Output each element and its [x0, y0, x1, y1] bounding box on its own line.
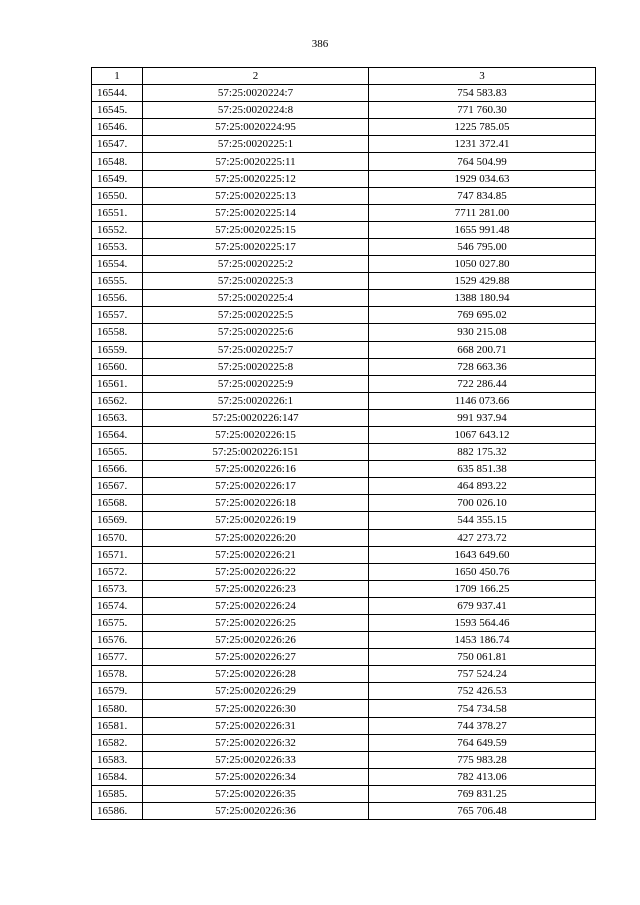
cadastral-number: 57:25:0020226:26: [143, 632, 369, 649]
row-number: 16564.: [92, 426, 143, 443]
cadastral-number: 57:25:0020225:4: [143, 290, 369, 307]
cadastral-value: 635 851.38: [369, 461, 596, 478]
row-number: 16559.: [92, 341, 143, 358]
cadastral-value: 1225 785.05: [369, 119, 596, 136]
cadastral-number: 57:25:0020225:11: [143, 153, 369, 170]
row-number: 16584.: [92, 768, 143, 785]
table-row: [92, 666, 596, 683]
row-number: 16545.: [92, 102, 143, 119]
cadastral-number: 57:25:0020226:1: [143, 392, 369, 409]
cadastral-value: 668 200.71: [369, 341, 596, 358]
cadastral-number: 57:25:0020225:5: [143, 307, 369, 324]
table-row: [92, 478, 596, 495]
cadastral-number: 57:25:0020226:16: [143, 461, 369, 478]
cadastral-value: 764 649.59: [369, 734, 596, 751]
table-row: [92, 85, 596, 102]
row-number: 16557.: [92, 307, 143, 324]
table-row: [92, 751, 596, 768]
cadastral-value: 464 893.22: [369, 478, 596, 495]
table-row: [92, 221, 596, 238]
cadastral-number: 57:25:0020224:95: [143, 119, 369, 136]
cadastral-number: 57:25:0020225:3: [143, 273, 369, 290]
table-row: [92, 546, 596, 563]
cadastral-value: 728 663.36: [369, 358, 596, 375]
row-number: 16550.: [92, 187, 143, 204]
table-row: [92, 683, 596, 700]
row-number: 16549.: [92, 170, 143, 187]
row-number: 16548.: [92, 153, 143, 170]
table-row: [92, 512, 596, 529]
cadastral-number: 57:25:0020226:18: [143, 495, 369, 512]
cadastral-number: 57:25:0020226:32: [143, 734, 369, 751]
cadastral-value: 1929 034.63: [369, 170, 596, 187]
table-row: [92, 444, 596, 461]
cadastral-value: 722 286.44: [369, 375, 596, 392]
cadastral-value: 764 504.99: [369, 153, 596, 170]
cadastral-number: 57:25:0020225:1: [143, 136, 369, 153]
cadastral-value: 769 695.02: [369, 307, 596, 324]
table-row: [92, 734, 596, 751]
cadastral-value: 991 937.94: [369, 409, 596, 426]
cadastral-value: 752 426.53: [369, 683, 596, 700]
table-row: [92, 136, 596, 153]
cadastral-value: 1593 564.46: [369, 615, 596, 632]
cadastral-number: 57:25:0020226:20: [143, 529, 369, 546]
table-row: [92, 803, 596, 820]
cadastral-number: 57:25:0020226:21: [143, 546, 369, 563]
row-number: 16582.: [92, 734, 143, 751]
table-row: [92, 785, 596, 802]
row-number: 16551.: [92, 204, 143, 221]
row-number: 16552.: [92, 221, 143, 238]
table-row: [92, 597, 596, 614]
cadastral-value: 1655 991.48: [369, 221, 596, 238]
table-row: [92, 358, 596, 375]
cadastral-number: 57:25:0020226:147: [143, 409, 369, 426]
row-number: 16560.: [92, 358, 143, 375]
cadastral-value: 750 061.81: [369, 649, 596, 666]
table-header-row: [92, 68, 596, 85]
cadastral-number: 57:25:0020226:151: [143, 444, 369, 461]
table-row: [92, 426, 596, 443]
row-number: 16585.: [92, 785, 143, 802]
row-number: 16574.: [92, 597, 143, 614]
row-number: 16566.: [92, 461, 143, 478]
cadastral-value: 1709 166.25: [369, 580, 596, 597]
cadastral-value: 1643 649.60: [369, 546, 596, 563]
table-row: [92, 273, 596, 290]
cadastral-value: 775 983.28: [369, 751, 596, 768]
cadastral-number: 57:25:0020226:30: [143, 700, 369, 717]
row-number: 16578.: [92, 666, 143, 683]
cadastral-number: 57:25:0020225:15: [143, 221, 369, 238]
table-row: [92, 119, 596, 136]
table-row: [92, 341, 596, 358]
table-row: [92, 153, 596, 170]
row-number: 16562.: [92, 392, 143, 409]
cadastral-value: 882 175.32: [369, 444, 596, 461]
cadastral-value: 744 378.27: [369, 717, 596, 734]
row-number: 16563.: [92, 409, 143, 426]
table-row: [92, 563, 596, 580]
cadastral-value: 769 831.25: [369, 785, 596, 802]
cadastral-number: 57:25:0020226:19: [143, 512, 369, 529]
cadastral-number: 57:25:0020225:7: [143, 341, 369, 358]
cadastral-value: 782 413.06: [369, 768, 596, 785]
cadastral-number: 57:25:0020226:15: [143, 426, 369, 443]
table-row: [92, 461, 596, 478]
table-body: [92, 85, 596, 820]
row-number: 16553.: [92, 238, 143, 255]
cadastral-table: [91, 67, 596, 820]
row-number: 16586.: [92, 803, 143, 820]
table-row: [92, 700, 596, 717]
cadastral-number: 57:25:0020226:25: [143, 615, 369, 632]
cadastral-value: 757 524.24: [369, 666, 596, 683]
table-row: [92, 632, 596, 649]
cadastral-number: 57:25:0020226:22: [143, 563, 369, 580]
row-number: 16565.: [92, 444, 143, 461]
table-row: [92, 495, 596, 512]
cadastral-number: 57:25:0020225:14: [143, 204, 369, 221]
cadastral-number: 57:25:0020225:6: [143, 324, 369, 341]
table-row: [92, 307, 596, 324]
cadastral-value: 1650 450.76: [369, 563, 596, 580]
cadastral-value: 771 760.30: [369, 102, 596, 119]
row-number: 16570.: [92, 529, 143, 546]
cadastral-number: 57:25:0020224:8: [143, 102, 369, 119]
table-row: [92, 256, 596, 273]
table-row: [92, 649, 596, 666]
cadastral-number: 57:25:0020226:36: [143, 803, 369, 820]
table-row: [92, 238, 596, 255]
table-row: [92, 187, 596, 204]
cadastral-value: 1453 186.74: [369, 632, 596, 649]
row-number: 16583.: [92, 751, 143, 768]
cadastral-value: 765 706.48: [369, 803, 596, 820]
row-number: 16558.: [92, 324, 143, 341]
row-number: 16571.: [92, 546, 143, 563]
row-number: 16569.: [92, 512, 143, 529]
cadastral-value: 679 937.41: [369, 597, 596, 614]
table-row: [92, 768, 596, 785]
row-number: 16568.: [92, 495, 143, 512]
cadastral-value: 546 795.00: [369, 238, 596, 255]
table-row: [92, 102, 596, 119]
cadastral-value: 754 583.83: [369, 85, 596, 102]
row-number: 16546.: [92, 119, 143, 136]
cadastral-value: 930 215.08: [369, 324, 596, 341]
cadastral-number: 57:25:0020225:9: [143, 375, 369, 392]
cadastral-value: 700 026.10: [369, 495, 596, 512]
column-header-3: 3: [369, 68, 596, 85]
cadastral-number: 57:25:0020225:2: [143, 256, 369, 273]
cadastral-number: 57:25:0020226:29: [143, 683, 369, 700]
column-header-1: 1: [92, 68, 143, 85]
table-row: [92, 375, 596, 392]
table-row: [92, 529, 596, 546]
cadastral-value: 1146 073.66: [369, 392, 596, 409]
cadastral-value: 1231 372.41: [369, 136, 596, 153]
cadastral-value: 544 355.15: [369, 512, 596, 529]
cadastral-number: 57:25:0020225:17: [143, 238, 369, 255]
row-number: 16556.: [92, 290, 143, 307]
row-number: 16554.: [92, 256, 143, 273]
column-header-2: 2: [143, 68, 369, 85]
cadastral-number: 57:25:0020225:8: [143, 358, 369, 375]
cadastral-number: 57:25:0020226:17: [143, 478, 369, 495]
cadastral-number: 57:25:0020226:28: [143, 666, 369, 683]
cadastral-number: 57:25:0020226:34: [143, 768, 369, 785]
cadastral-number: 57:25:0020226:23: [143, 580, 369, 597]
cadastral-number: 57:25:0020226:24: [143, 597, 369, 614]
table-row: [92, 290, 596, 307]
row-number: 16547.: [92, 136, 143, 153]
table-row: [92, 324, 596, 341]
cadastral-number: 57:25:0020225:12: [143, 170, 369, 187]
cadastral-number: 57:25:0020226:33: [143, 751, 369, 768]
cadastral-number: 57:25:0020226:31: [143, 717, 369, 734]
row-number: 16577.: [92, 649, 143, 666]
row-number: 16580.: [92, 700, 143, 717]
row-number: 16573.: [92, 580, 143, 597]
row-number: 16576.: [92, 632, 143, 649]
row-number: 16544.: [92, 85, 143, 102]
cadastral-value: 1388 180.94: [369, 290, 596, 307]
cadastral-number: 57:25:0020226:35: [143, 785, 369, 802]
table-row: [92, 409, 596, 426]
cadastral-number: 57:25:0020226:27: [143, 649, 369, 666]
row-number: 16575.: [92, 615, 143, 632]
cadastral-number: 57:25:0020225:13: [143, 187, 369, 204]
table-row: [92, 717, 596, 734]
table-row: [92, 392, 596, 409]
cadastral-value: 1067 643.12: [369, 426, 596, 443]
table-row: [92, 615, 596, 632]
row-number: 16572.: [92, 563, 143, 580]
cadastral-value: 1050 027.80: [369, 256, 596, 273]
table-row: [92, 580, 596, 597]
row-number: 16579.: [92, 683, 143, 700]
cadastral-value: 754 734.58: [369, 700, 596, 717]
row-number: 16567.: [92, 478, 143, 495]
table-row: [92, 170, 596, 187]
table-row: [92, 204, 596, 221]
row-number: 16561.: [92, 375, 143, 392]
cadastral-value: 1529 429.88: [369, 273, 596, 290]
cadastral-value: 7711 281.00: [369, 204, 596, 221]
cadastral-value: 427 273.72: [369, 529, 596, 546]
row-number: 16555.: [92, 273, 143, 290]
cadastral-number: 57:25:0020224:7: [143, 85, 369, 102]
page-number: 386: [311, 38, 329, 50]
cadastral-value: 747 834.85: [369, 187, 596, 204]
row-number: 16581.: [92, 717, 143, 734]
